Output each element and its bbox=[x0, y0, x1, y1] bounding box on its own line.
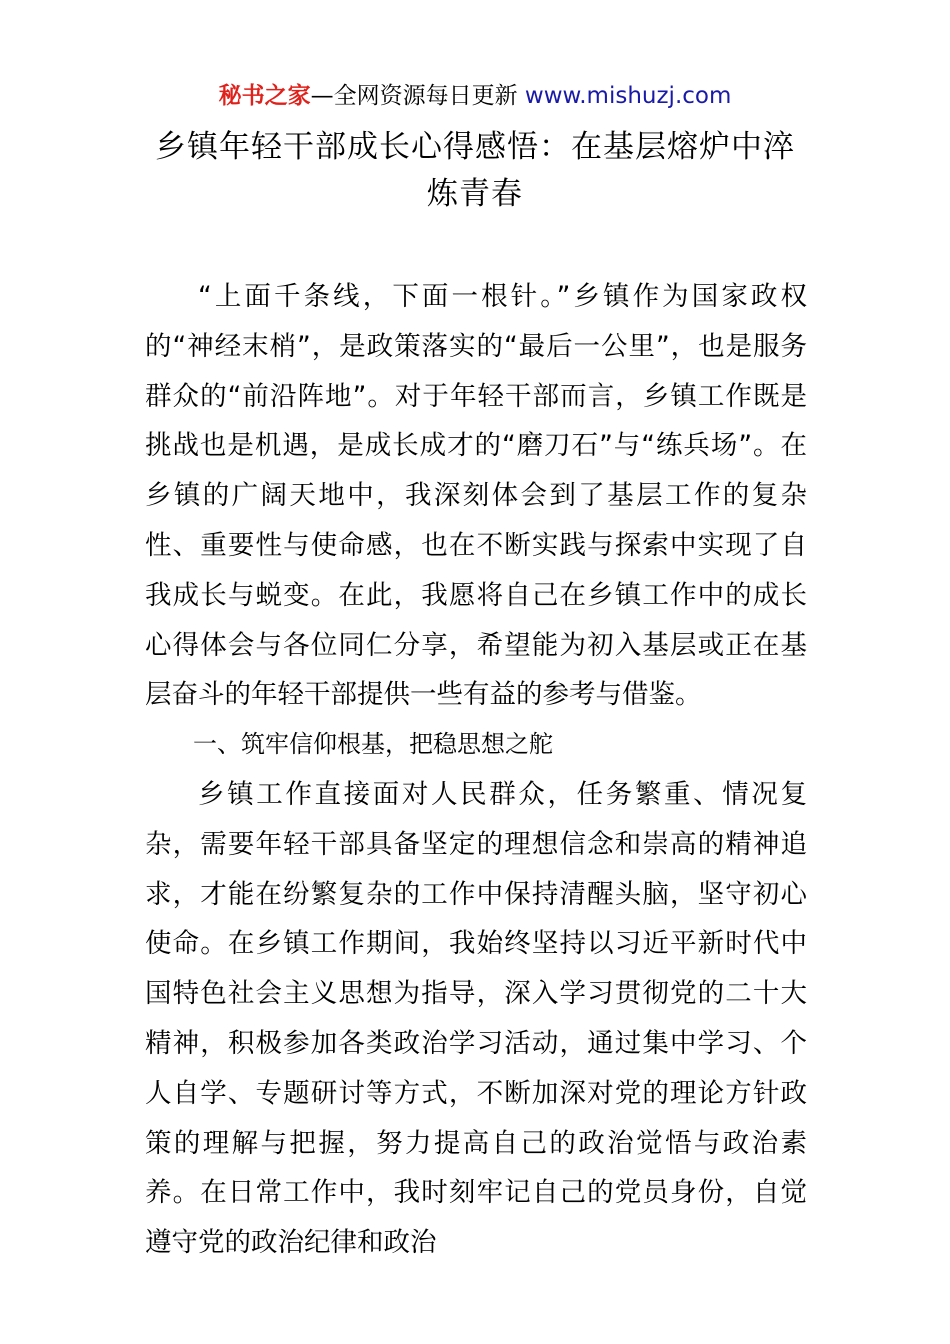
site-url-link[interactable]: www.mishuzj.com bbox=[524, 83, 732, 109]
site-header bbox=[0, 80, 950, 112]
document-body bbox=[145, 272, 807, 1268]
section-paragraph: 乡镇工作直接面对人民群众，任务繁重、情况复杂，需要年轻干部具备坚定的理想信念和崇高的精神追求，才能在纷繁复杂的工作中保持清醒头脑，坚守初心使命。在乡镇工作期间，我始终坚持以习近平新时代中国特色社会主义思想为指导，深入学习贯彻党的二十大精神，积极参加各类政治学习活动，通过集中学习、个人自学、专题研讨等方式，不断加深对党的理论方针政策的理解与把握，努力提高自己的政治觉悟与政治素养。在日常工作中，我时刻牢记自己的党员身份，自觉遵守党的政治纪律和政治 bbox=[145, 778, 807, 1259]
document-title: 乡镇年轻干部成长心得感悟：在基层熔炉中淬炼青春 bbox=[155, 129, 795, 212]
section-heading: 一、筑牢信仰根基，把稳思想之舵 bbox=[193, 730, 553, 759]
site-tagline: —全网资源每日更新 bbox=[310, 83, 525, 109]
site-brand: 秘书之家 bbox=[218, 83, 311, 109]
intro-paragraph: “上面千条线，下面一根针。”乡镇作为国家政权的“神经末梢”，是政策落实的“最后一公里”，也是服务群众的“前沿阵地”。对于年轻干部而言，乡镇工作既是挑战也是机遇，是成长成才的“磨刀石”与“练兵场”。在乡镇的广阔天地中，我深刻体会到了基层工作的复杂性、重要性与使命感，也在不断实践与探索中实现了自我成长与蜕变。在此，我愿将自己在乡镇工作中的成长心得体会与各位同仁分享，希望能为初入基层或正在基层奋斗的年轻干部提供一些有益的参考与借鉴。 bbox=[145, 281, 807, 711]
